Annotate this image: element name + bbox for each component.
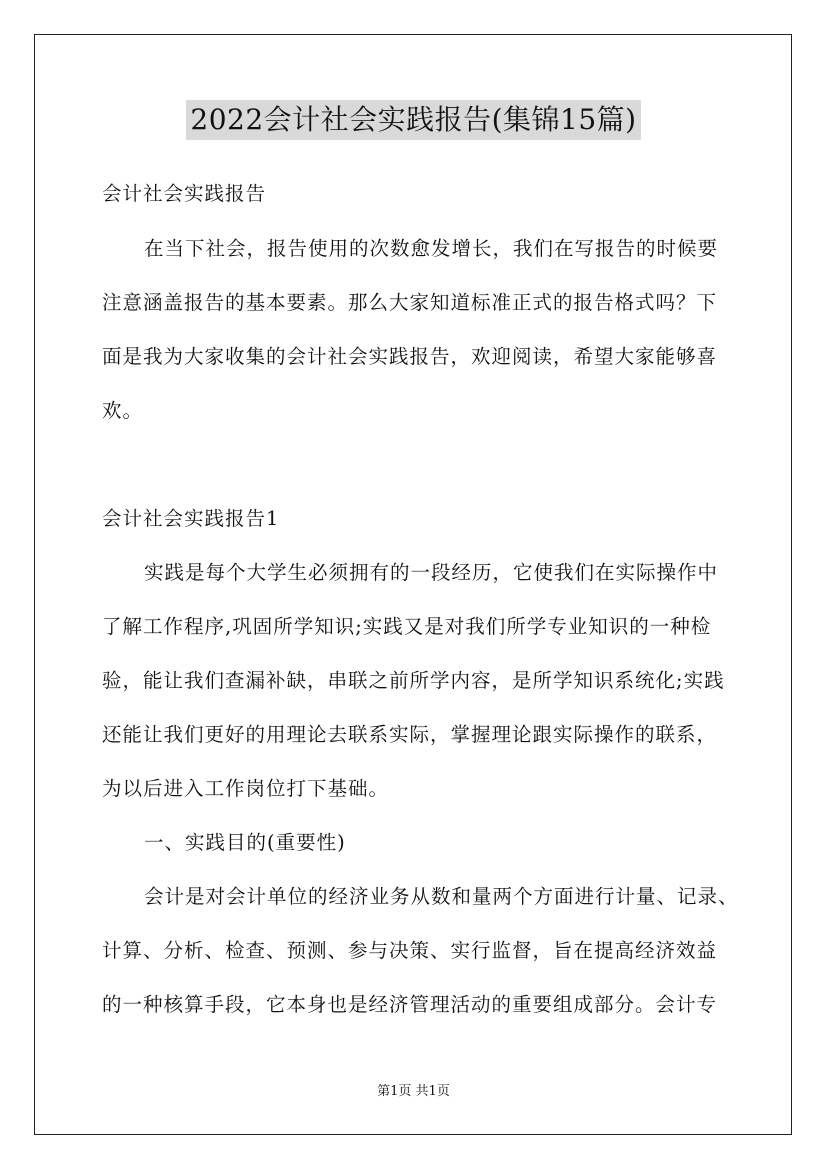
paragraph-line: 验，能让我们查漏补缺，串联之前所学内容，是所学知识系统化;实践	[102, 669, 725, 692]
paragraph-line: 计算、分析、检查、预测、参与决策、实行监督，旨在提高经济效益	[102, 939, 718, 962]
section-heading: 会计社会实践报告	[102, 182, 267, 205]
subsection-heading: 一、实践目的(重要性)	[144, 831, 346, 854]
title-container	[0, 100, 827, 140]
paragraph-line: 还能让我们更好的用理论去联系实际，掌握理论跟实际操作的联系，	[102, 723, 718, 746]
paragraph-line: 面是我为大家收集的会计社会实践报告，欢迎阅读，希望大家能够喜	[102, 345, 718, 368]
paragraph-line: 注意涵盖报告的基本要素。那么大家知道标准正式的报告格式吗？下	[102, 291, 718, 314]
paragraph-line: 了解工作程序,巩固所学知识;实践又是对我们所学专业知识的一种检	[102, 615, 712, 638]
section-heading: 会计社会实践报告1	[102, 507, 280, 530]
paragraph-line: 的一种核算手段，它本身也是经济管理活动的重要组成部分。会计专	[102, 993, 718, 1016]
paragraph-line: 为以后进入工作岗位打下基础。	[102, 777, 390, 800]
paragraph-line: 会计是对会计单位的经济业务从数和量两个方面进行计量、记录、	[144, 885, 739, 908]
document-title: 2022会计社会实践报告(集锦15篇)	[186, 100, 640, 140]
page-number-footer: 第1页 共1页	[377, 1084, 450, 1099]
paragraph-line: 欢。	[102, 399, 144, 422]
paragraph-line: 在当下社会，报告使用的次数愈发增长，我们在写报告的时候要	[144, 237, 719, 260]
paragraph-line: 实践是每个大学生必须拥有的一段经历，它使我们在实际操作中	[144, 561, 719, 584]
